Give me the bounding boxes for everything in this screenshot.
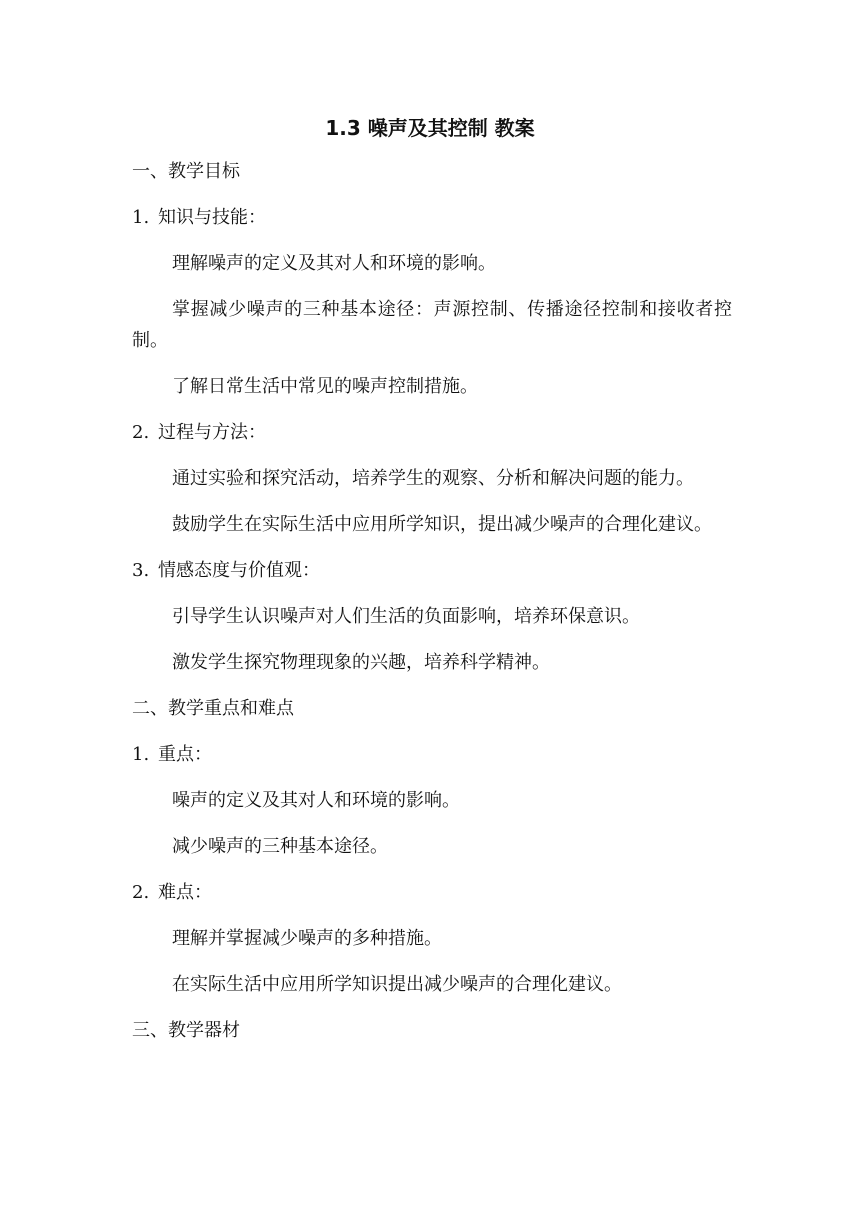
section-heading: 一、教学目标 [132, 161, 240, 182]
paragraph: 鼓励学生在实际生活中应用所学知识，提出减少噪声的合理化建议。 [172, 514, 712, 535]
item-label: 重点： [158, 744, 212, 765]
item-label: 过程与方法： [158, 422, 266, 443]
subsection-heading [132, 202, 732, 233]
paragraph: 激发学生探究物理现象的兴趣，培养科学精神。 [172, 652, 550, 673]
subsection-heading [132, 877, 732, 908]
paragraph: 掌握减少噪声的三种基本途径：声源控制、传播途径控制和接收者控制。 [132, 299, 732, 351]
item-number: 2. [132, 422, 150, 443]
section-heading: 二、教学重点和难点 [132, 698, 294, 719]
document-title: 1.3 噪声及其控制 教案 [325, 116, 535, 140]
section-heading: 三、教学器材 [132, 1020, 240, 1041]
paragraph: 减少噪声的三种基本途径。 [172, 836, 388, 857]
paragraph: 在实际生活中应用所学知识提出减少噪声的合理化建议。 [172, 974, 622, 995]
subsection-heading [132, 417, 732, 448]
subsection-heading [132, 739, 732, 770]
subsection-heading [132, 555, 732, 586]
paragraph: 通过实验和探究活动，培养学生的观察、分析和解决问题的能力。 [172, 468, 694, 489]
item-label: 知识与技能： [158, 207, 266, 228]
item-number: 2. [132, 882, 150, 903]
paragraph: 噪声的定义及其对人和环境的影响。 [172, 790, 460, 811]
item-number: 1. [132, 744, 150, 765]
item-label: 情感态度与价值观： [158, 560, 320, 581]
item-number: 3. [132, 560, 150, 581]
paragraph: 理解噪声的定义及其对人和环境的影响。 [172, 253, 496, 274]
paragraph: 了解日常生活中常见的噪声控制措施。 [172, 376, 478, 397]
paragraph: 引导学生认识噪声对人们生活的负面影响，培养环保意识。 [172, 606, 640, 627]
paragraph: 理解并掌握减少噪声的多种措施。 [172, 928, 442, 949]
item-number: 1. [132, 207, 150, 228]
document-content [132, 156, 732, 1061]
item-label: 难点： [158, 882, 212, 903]
